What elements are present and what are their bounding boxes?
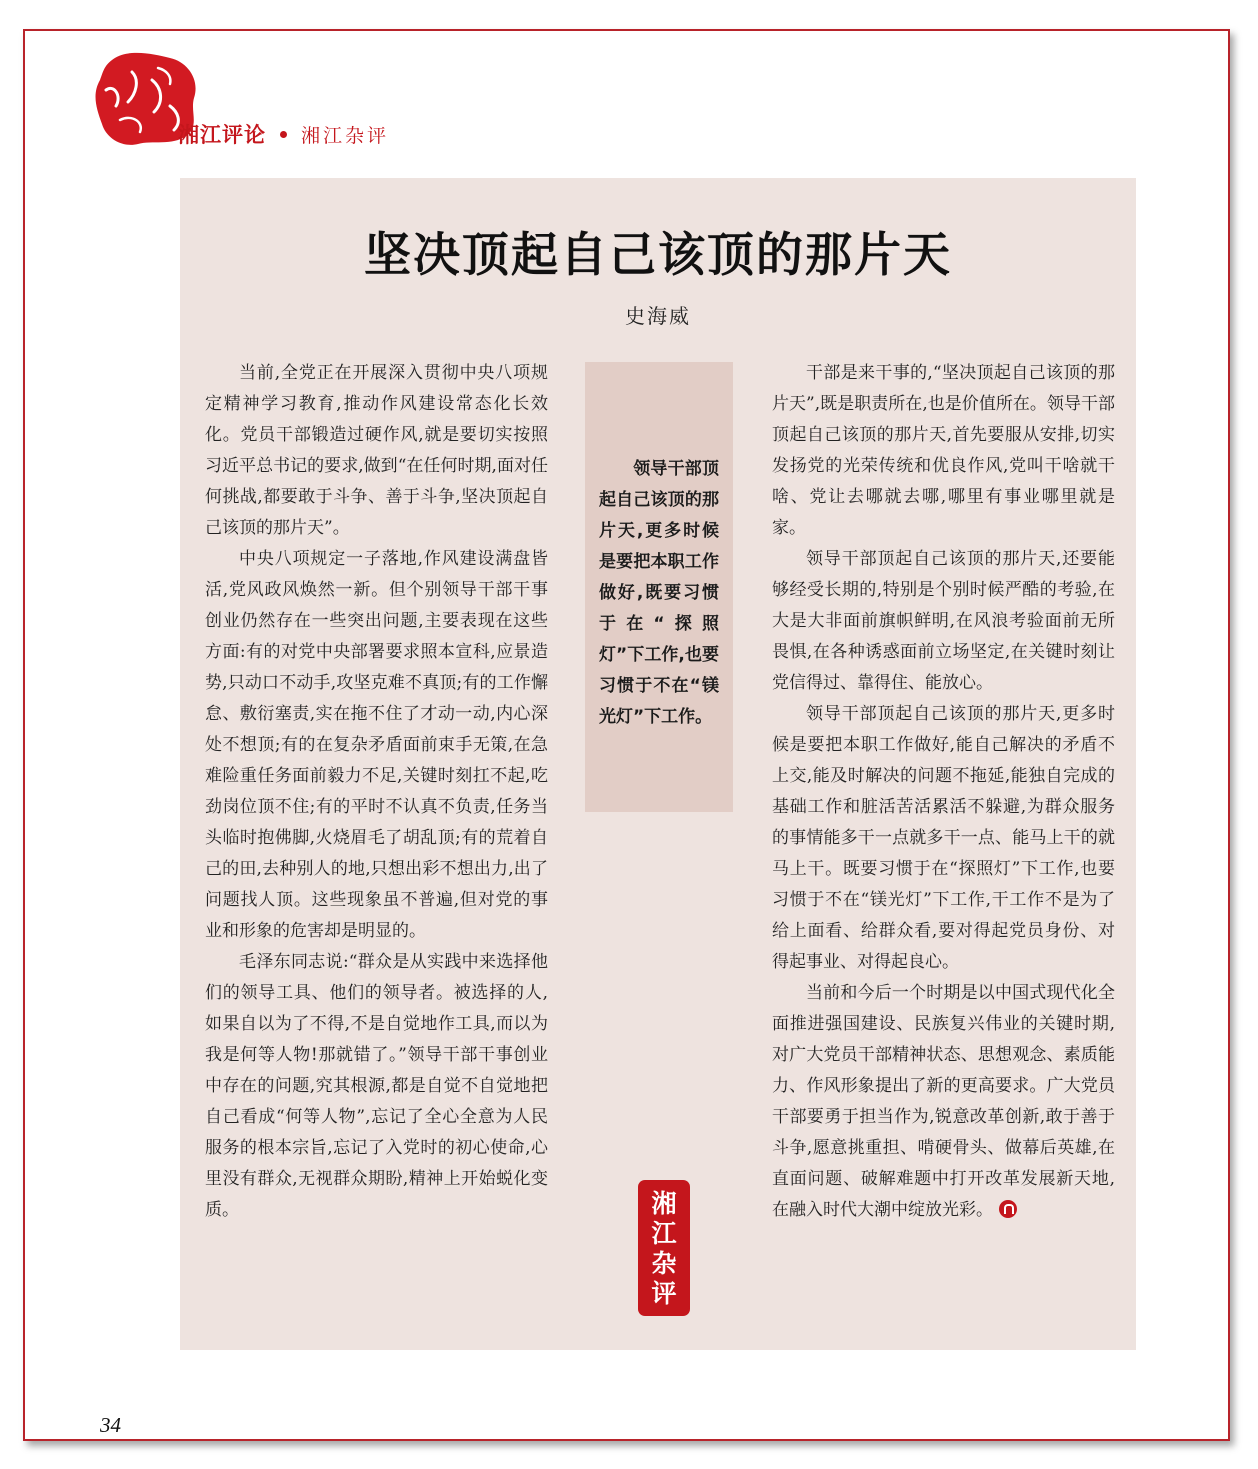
left-column [205,358,548,1226]
paragraph: 干部是来干事的,“坚决顶起自己该顶的那片天”,既是职责所在,也是价值所在。领导干部顶起自己该顶的那片天,首先要服从安排,切实发扬党的光荣传统和优良作风,党叫干啥就干啥、党让去哪就去哪,哪里有事业哪里就是家。 [772,363,1115,538]
paragraph: 领导干部顶起自己该顶的那片天,还要能够经受长期的,特别是个别时候严酷的考验,在大是大非面前旗帜鲜明,在风浪考验面前无所畏惧,在各种诱惑面前立场坚定,在关键时刻让党信得过、靠得住、能放心。 [772,549,1115,693]
paragraph: 领导干部顶起自己该顶的那片天,更多时候是要把本职工作做好,能自己解决的矛盾不上交,能及时解决的问题不拖延,能独自完成的基础工作和脏活苦活累活不躲避,为群众服务的事情能多干一点就多干一点、能马上干的就马上干。既要习惯于在“探照灯”下工作,也要习惯于不在“镁光灯”下工作,干工作不是为了给上面看、给群众看,要对得起党员身份、对得起事业、对得起良心。 [772,704,1115,972]
article-author: 史海威 [625,304,691,328]
seal-char: 评 [651,1278,677,1308]
seal-char: 湘 [651,1188,677,1218]
paragraph: 毛泽东同志说:“群众是从实践中来选择他们的领导工具、他们的领导者。被选择的人,如果自以为了不得,不是自觉地作工具,而以为我是何等人物!那就错了。”领导干部干事创业中存在的问题,究其根源,都是自觉不自觉地把自己看成“何等人物”,忘记了全心全意为人民服务的根本宗旨,忘记了入党时的初心使命,心里没有群众,无视群众期盼,精神上开始蜕化变质。 [205,952,548,1220]
end-mark-icon [999,1200,1017,1218]
paragraph: 当前,全党正在开展深入贯彻中央八项规定精神学习教育,推动作风建设常态化长效化。党员干部锻造过硬作风,就是要切实按照习近平总书记的要求,做到“在任何时期,面对任何挑战,都要敢于斗争、善于斗争,坚决顶起自己该顶的那片天”。 [205,363,548,538]
seal-char: 杂 [651,1248,677,1278]
paragraph: 中央八项规定一子落地,作风建设满盘皆活,党风政风焕然一新。但个别领导干部干事创业仍然存在一些突出问题,主要表现在这些方面:有的对党中央部署要求照本宣科,应景造势,只动口不动手,攻坚克难不真顶;有的工作懈怠、敷衍塞责,实在拖不住了才动一动,内心深处不想顶;有的在复杂矛盾面前束手无策,在急难险重任务面前毅力不足,关键时刻扛不起,吃劲岗位顶不住;有的平时不认真不负责,任务当头临时抱佛脚,火烧眉毛了胡乱顶;有的荒着自己的田,去种别人的地,只想出彩不想出力,出了问题找人顶。这些现象虽不普遍,但对党的事业和形象的危害却是明显的。 [205,549,548,941]
pull-quote: 领导干部顶起自己该顶的那片天,更多时候是要把本职工作做好,既要习惯于在“探照灯”下工作,也要习惯于不在“镁光灯”下工作。 [599,459,719,727]
section-subtitle: 湘江杂评 [301,124,390,147]
page-number: 34 [100,1413,121,1437]
column-seal-stamp [638,1180,690,1316]
section-title: 湘江评论 [178,123,266,147]
seal-char: 江 [651,1218,677,1248]
separator-dot [280,131,287,138]
article-title: 坚决顶起自己该顶的那片天 [364,228,952,283]
right-column [772,358,1115,1226]
section-header [178,118,389,150]
paragraph-text: 当前和今后一个时期是以中国式现代化全面推进强国建设、民族复兴伟业的关键时期,对广大党员干部精神状态、思想观念、素质能力、作风形象提出了新的更高要求。广大党员干部要勇于担当作为,锐意改革创新,敢于善于斗争,愿意挑重担、啃硬骨头、做幕后英雄,在直面问题、破解难题中打开改革发展新天地,在融入时代大潮中绽放光彩。 [772,983,1115,1220]
pull-quote-box [585,362,733,812]
paragraph-last [772,978,1115,1226]
